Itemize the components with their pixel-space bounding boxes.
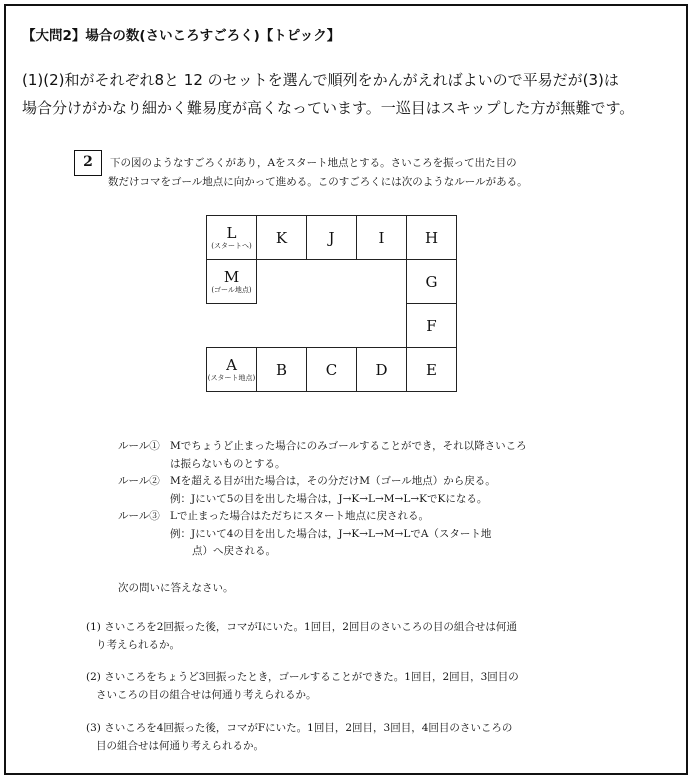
board-cell-a: A (スタート地点) xyxy=(207,348,257,392)
problem-number-box: 2 xyxy=(74,150,102,176)
page-heading: 【大問2】場合の数(さいころすごろく)【トピック】 xyxy=(22,28,341,44)
question-2-line-1: (2) さいころをちょうど3回振ったとき，ゴールすることができた。1回目，2回目，3回目の xyxy=(86,671,519,683)
question-3-line-1: (3) さいころを4回振った後，コマがFにいた。1回目，2回目，3回目，4回目のさいころの xyxy=(86,722,513,734)
answer-prompt: 次の問いに答えなさい。 xyxy=(118,582,234,594)
rule-1-label: ルール① xyxy=(118,440,160,452)
rule-1-text: Mでちょうど止まった場合にのみゴールすることができ，それ以降さいころ xyxy=(170,440,527,452)
question-1-line-2: り考えられるか。 xyxy=(96,639,180,651)
board-cell-f: F xyxy=(407,304,457,348)
board-cell-b: B xyxy=(257,348,307,392)
question-1-line-1: (1) さいころを2回振った後，コマがIにいた。1回目，2回目のさいころの目の組合せは何通 xyxy=(86,621,517,633)
rule-2-example: 例：Jにいて5の目を出した場合は，J→K→L→M→L→KでKになる。 xyxy=(170,492,488,505)
question-3-line-2: 目の組合せは何通り考えられるか。 xyxy=(96,740,264,752)
intro-paragraph xyxy=(22,66,672,122)
board-cell-i: I xyxy=(357,216,407,260)
board-cell-h: H xyxy=(407,216,457,260)
rule-2-label: ルール② xyxy=(118,475,160,487)
question-3 xyxy=(86,719,512,755)
rule-3-text: Lで止まった場合はただちにスタート地点に戻される。 xyxy=(170,510,429,522)
problem-stem xyxy=(110,154,528,192)
intro-line-2: 場合分けがかなり細かく難易度が高くなっています。一巡目はスキップした方が無難です。 xyxy=(22,99,635,117)
board-cell-e: E xyxy=(407,348,457,392)
board-cell-j: J xyxy=(307,216,357,260)
question-1 xyxy=(86,618,517,654)
board-cell-g: G xyxy=(407,260,457,304)
board-cell-c: C xyxy=(307,348,357,392)
question-2-line-2: さいころの目の組合せは何通り考えられるか。 xyxy=(96,689,317,701)
rule-2 xyxy=(118,473,527,491)
board-cell-d: D xyxy=(357,348,407,392)
rule-3 xyxy=(118,508,527,526)
board-cell-l: L (スタートへ) xyxy=(207,216,257,260)
rule-3-label: ルール③ xyxy=(118,510,160,522)
sugoroku-board xyxy=(206,215,457,392)
board-cell-m: M (ゴール地点) xyxy=(207,260,257,304)
rule-2-text: Mを超える目が出た場合は，その分だけM（ゴール地点）から戻る。 xyxy=(170,475,496,487)
rule-1 xyxy=(118,438,527,456)
question-2 xyxy=(86,668,519,704)
rule-3-example-continuation: 点）へ戻される。 xyxy=(192,545,276,557)
intro-line-1: (1)(2)和がそれぞれ8と 12 のセットを選んで順列をかんがえればよいので平易だが(3)は xyxy=(22,71,619,89)
board-cell-k: K xyxy=(257,216,307,260)
rule-3-example: 例：Jにいて4の目を出した場合は，J→K→L→M→LでA（スタート地 xyxy=(170,527,492,540)
stem-line-2: 数だけコマをゴール地点に向かって進める。このすごろくには次のようなルールがある。 xyxy=(108,176,528,188)
rule-1-continuation: は振らないものとする。 xyxy=(170,457,286,470)
stem-line-1: 下の図のようなすごろくがあり，Aをスタート地点とする。さいころを振って出た目の xyxy=(110,157,517,169)
rules-list xyxy=(118,438,527,561)
